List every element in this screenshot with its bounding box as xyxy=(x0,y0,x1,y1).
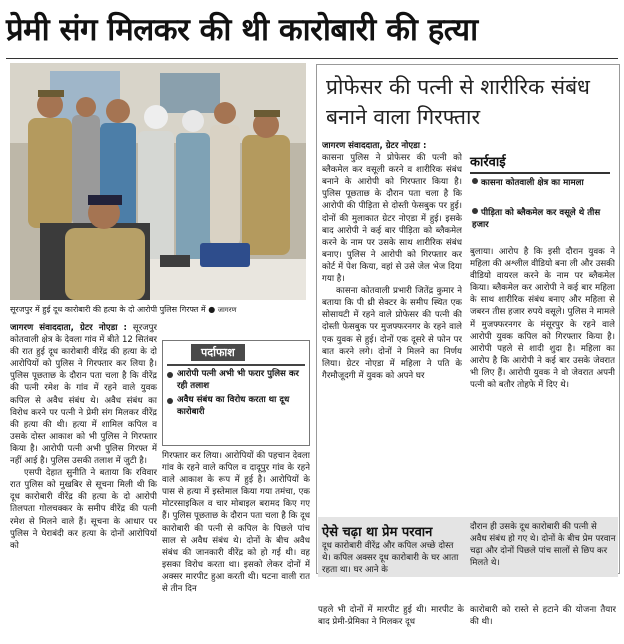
prem-parvan-text-left: दूध कारोबारी वीरेंद्र और कपिल अच्छे दोस्त थे। कपिल अक्सर दूध कारोबारी के घर आता रहता था। घर आने के xyxy=(322,541,459,575)
paragraph: कासना कोतवाली प्रभारी जितेंद्र कुमार ने बताया कि पी थ्री सेक्टर के समीप स्थित एक सोसायटी में रहने वाले प्रोफेसर की पत्नी की दोस्ती फेसबुक पर मुजफ्फरनगर के रहने वाले एक युवक से हुई। दोनों एक दूसरे से फोन पर बात करने लगे। दोनों ने मिलने का निर्णय लिया। ग्रेटर नोएडा में महिला ने पति के गैरमौजूदगी में युवक को अपने घर xyxy=(322,286,462,381)
box-divider xyxy=(167,364,305,366)
pardafash-box xyxy=(162,340,310,446)
prem-parvan-title: ऐसे चढ़ा था प्रेम परवान xyxy=(322,525,433,540)
page-headline: प्रेमी संग मिलकर की थी कारोबारी की हत्या xyxy=(6,12,478,48)
left-column-1 xyxy=(10,322,157,640)
karvai-bullet-text: पीड़िता को ब्लैकमेल कर वसूले थे तीस हजार xyxy=(472,208,601,230)
karvai-title: कार्रवाई xyxy=(470,155,506,170)
right-story-headline: प्रोफेसर की पत्नी से शारीरिक संबंध बनाने वाला गिरफ्तार xyxy=(326,75,590,129)
paragraph: गिरफ्तार कर लिया। आरोपियों की पहचान देवला गांव के रहने वाले कपिल व दादूपुर गांव के रहने वाले आकाश के रूप में हुई है। आरोपियों के पास से हत्या में इस्तेमाल किया गया तमंचा, एक मोटरसाइकिल व चार मोबाइल बरामद किए गए हैं। पुलिस पूछताछ के दौरान पता चला है कि दूध कारोबारी की पत्नी से कपिल के पिछले पांच साल से अवैध संबंध थे। दोनों के बीच अवैध संबंध की जानकारी वीरेंद्र को हो गई थी। वह इसका विरोध करता था। इसको लेकर दोनों में अक्सर मारपीट हुआ करती थी। घटना वाली रात से तीन दिन xyxy=(162,451,310,595)
bullet-icon xyxy=(472,178,478,184)
karvai-bullet-text: कासना कोतवाली क्षेत्र का मामला xyxy=(481,178,584,188)
headline-rule xyxy=(6,58,618,59)
bottom-text-right: कारोबारी को रास्ते से हटाने की योजना तैयार की थी। xyxy=(470,605,616,628)
photo-credit: जागरण xyxy=(217,306,237,314)
news-photo xyxy=(10,63,306,300)
paragraph: सूरजपुर कोतवाली क्षेत्र के देवला गांव में बीते 12 सितंबर की रात हुई दूध कारोबारी वीरेंद्र की हत्या के दो आरोपियों को पुलिस ने गिरफ्तार कर लिया है। पुलिस पूछताछ के दौरान पता चला है कि वीरेंद्र की पत्नी रमेश के गांव में रहने वाले युवक कपिल से अवैध संबंध थे। अवैध संबंध का विरोध करने पर पत्नी ने प्रेमी संग मिलकर वीरेंद्र की हत्या की थी। हत्या में शामिल कपिल व उसके दोस्त आकाश को भी पुलिस ने गिरफ्तार किया है। आरोपी पत्नी अभी पुलिस गिरफ्त में नहीं आई है। पुलिस उसकी तलाश में जुटी है। xyxy=(10,323,157,467)
pardafash-bullet: आरोपी पत्नी अभी भी फरार पुलिस कर रही तलाश xyxy=(167,369,305,392)
karvai-bullet xyxy=(472,208,612,231)
pardafash-bullet: अवैध संबंध का विरोध करता था दूध कारोबारी xyxy=(167,395,305,418)
photo-caption xyxy=(10,303,306,317)
dateline: जागरण संवाददाता, ग्रेटर नोएडा : xyxy=(10,323,127,333)
paragraph: एसपी देहात सुनीति ने बताया कि रविवार रात पुलिस को मुखबिर से सूचना मिली थी कि दूध कारोबारी वीरेंद्र की हत्या के दो आरोपी तिलपता गोलचक्कर के समीप वीरेंद्र की पत्नी रमेश से मिलने वाले हैं। सूचना के आधार पर पुलिस ने घेराबंदी कर हत्या के दोनों आरोपियों को xyxy=(10,468,157,551)
photo-caption-text: सूरजपुर में हुई दूध कारोबारी की हत्या के दो आरोपी पुलिस गिरफ्त में xyxy=(10,305,206,314)
karvai-divider xyxy=(470,172,610,174)
pardafash-title: पर्दाफाश xyxy=(191,344,245,361)
dateline: जागरण संवाददाता, ग्रेटर नोएडा : xyxy=(322,141,427,151)
prem-parvan-text-right: दौरान ही उसके दूध कारोबारी की पत्नी से अवैध संबंध हो गए थे। दोनों के बीच प्रेम परवान चढ़ा और दोनों पिछले पांच सालों से छिप कर मिलते थे। xyxy=(470,522,616,568)
karvai-bullet xyxy=(472,178,612,190)
bullet-icon xyxy=(472,208,478,214)
right-column-1 xyxy=(322,140,462,510)
bottom-text-left: पहले भी दोनों में मारपीट हुई थी। मारपीट के बाद प्रेमी-प्रेमिका ने मिलकर दूध xyxy=(318,605,464,628)
right-column-2 xyxy=(470,246,615,512)
camera-icon: ● xyxy=(208,305,216,314)
left-column-2 xyxy=(162,450,310,640)
paragraph: बुलाया। आरोप है कि इसी दौरान युवक ने महिला की अश्लील वीडियो बना ली और उसकी वीडियो वायरल करने के नाम पर ब्लैकमेल किया। ब्लैकमेल कर आरोपी ने कई बार महिला के साथ शारीरिक संबंध बनाए और महिला से जबरन तीस हजार रुपये वसूले। पुलिस ने मामले में मुजफ्फरनगर के मंसूरपुर के रहने वाले आरोपी युवक कपिल को गिरफ्तार किया है। आरोपी पहले से शादी शुदा है। महिला का आरोप है कि आरोपी ने कई बार उसके जेवरात भी लिए हैं। आरोपी युवक ने वो जेवरात अपनी पत्नी को बतौर तोहफे में दिए थे। xyxy=(470,247,615,391)
paragraph: कासना पुलिस ने प्रोफेसर की पत्नी को ब्लैकमेल कर वसूली करने व शारीरिक संबंध बनाने के आरोपी को गिरफ्तार किया है। पुलिस पूछताछ के दौरान पता चला है कि आरोपी की पीड़िता से दोस्ती फेसबुक पर हुई। दोनों की मुलाकात ग्रेटर नोएडा में हुई। इसके बाद आरोपी ने कई बार पीड़िता को ब्लैकमेल करने के नाम पर उसके साथ शारीरिक संबंध बनाए। पुलिस ने आरोपी को गिरफ्तार कर कोर्ट में पेश किया, वहां से उसे जेल भेज दिया गया है। xyxy=(322,153,462,285)
